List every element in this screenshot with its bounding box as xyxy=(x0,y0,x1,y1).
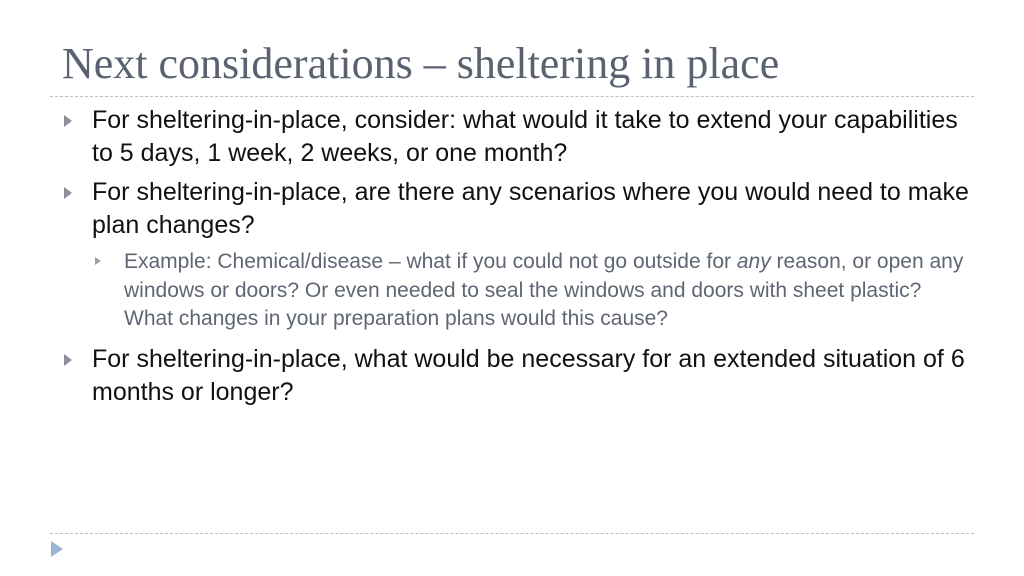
bullet-text: For sheltering-in-place, are there any scenarios where you would need to make plan changes? xyxy=(92,178,969,239)
bullet-item xyxy=(62,343,972,409)
bullet-item xyxy=(62,104,972,170)
title-divider xyxy=(50,96,974,97)
bullet-text: For sheltering-in-place, consider: what would it take to extend your capabilities to 5 days, 1 week, 2 weeks, or one month? xyxy=(92,106,958,167)
triangle-right-icon xyxy=(64,354,72,366)
bullet-text: For sheltering-in-place, what would be necessary for an extended situation of 6 months or longer? xyxy=(92,344,965,406)
sub-bullet-text-prefix: Example: Chemical/disease – what if you could not go outside for xyxy=(124,250,737,273)
triangle-right-icon xyxy=(95,257,101,265)
footer-divider xyxy=(50,533,974,534)
bullet-list xyxy=(62,104,972,415)
sub-bullet-text-suffix: reason, or open any windows or doors? Or even needed to seal the windows and doors with sheet plastic? What changes in your preparation plans would this cause? xyxy=(124,250,964,330)
triangle-right-icon xyxy=(64,187,72,199)
sub-bullet-emphasis: any xyxy=(736,250,771,273)
slide-title: Next considerations – sheltering in place xyxy=(62,39,780,88)
sub-bullet-item xyxy=(62,248,972,334)
bullet-item xyxy=(62,176,972,242)
play-arrow-icon[interactable] xyxy=(51,541,63,557)
triangle-right-icon xyxy=(64,115,72,127)
